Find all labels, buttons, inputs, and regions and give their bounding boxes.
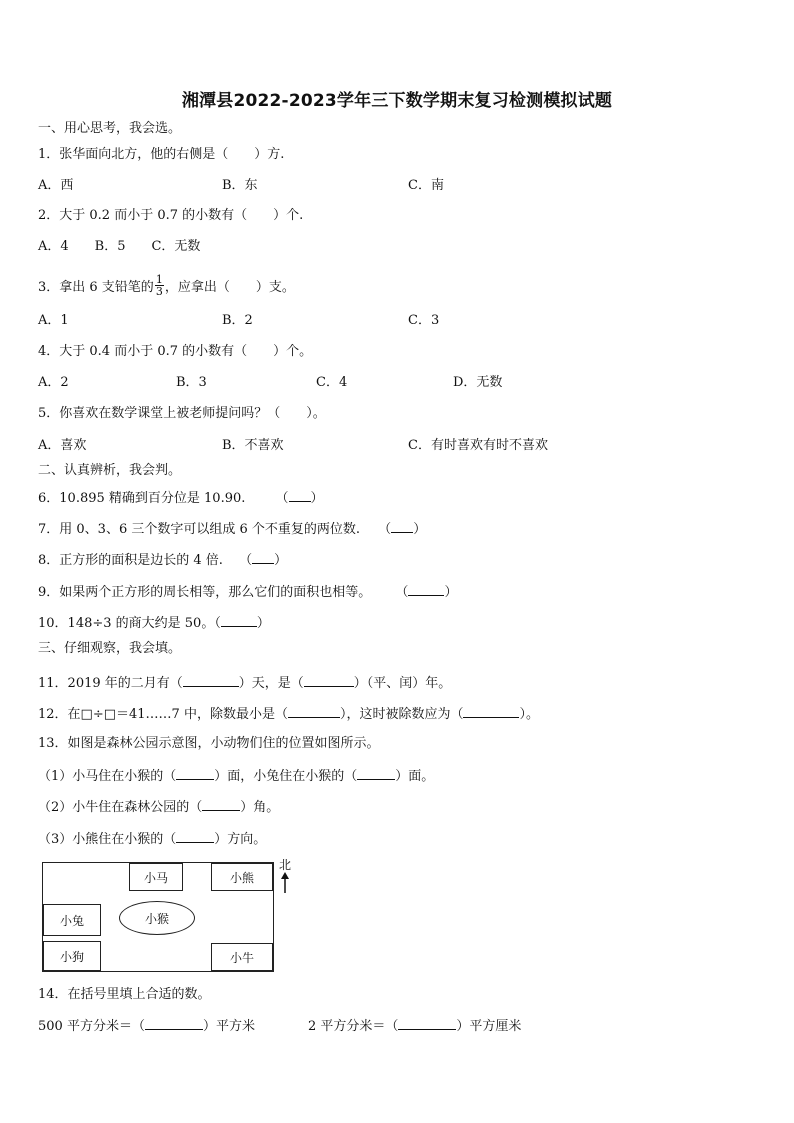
map-cell-monkey: 小猴: [119, 901, 195, 935]
q8-paren-right: ）: [274, 553, 288, 568]
q3-option-a: A．1: [38, 313, 69, 328]
q1-option-c: C．南: [408, 178, 444, 193]
q13-1-blank-rabbit[interactable]: [357, 767, 395, 780]
q13-2-text-post: ）角。: [240, 800, 280, 815]
q6-paren-left: （: [275, 491, 289, 506]
fraction-denominator: 3: [155, 285, 163, 298]
question-8: [38, 551, 287, 569]
q10-answer-blank[interactable]: [221, 614, 257, 627]
map-cell-cow: 小牛: [211, 943, 273, 971]
question-4: 4．大于 0.4 而小于 0.7 的小数有（ ）个。: [38, 344, 313, 359]
q9-text: 9．如果两个正方形的周长相等，那么它们的面积也相等。: [38, 585, 372, 600]
q8-text: 8．正方形的面积是边长的 4 倍.: [38, 553, 223, 568]
q3-text-pre: 3．拿出 6 支铅笔的: [38, 280, 154, 295]
q6-answer-blank[interactable]: [289, 489, 311, 502]
q5-option-b: B．不喜欢: [222, 438, 284, 453]
q14-1-text-post: ）平方米: [202, 1019, 255, 1034]
north-label: 北: [278, 858, 291, 872]
q13-2-text-pre: （2）小牛住在森林公园的（: [38, 800, 203, 815]
q10-text: 10．148÷3 的商大约是 50。: [38, 616, 215, 631]
q6-paren-right: ）: [310, 491, 324, 506]
q7-paren-right: ）: [413, 522, 427, 537]
q14-2-text-post: ）平方厘米: [456, 1019, 522, 1034]
q13-3-text-post: ）方向。: [214, 832, 267, 847]
q14-2-blank[interactable]: [398, 1017, 456, 1030]
q1-option-b: B．东: [222, 178, 258, 193]
q6-text: 6．10.895 精确到百分位是 10.90.: [38, 491, 246, 506]
q7-text: 7．用 0、3、6 三个数字可以组成 6 个不重复的两位数.: [38, 522, 361, 537]
question-10: [38, 614, 270, 632]
q14-part-2: [308, 1017, 521, 1035]
section-heading-1: 一、用心思考，我会选。: [38, 121, 182, 136]
q13-sub-1: [38, 767, 434, 785]
q14-1-text-pre: 500 平方分米＝（: [38, 1019, 145, 1034]
q13-sub-2: [38, 798, 279, 816]
question-5: 5．你喜欢在数学课堂上被老师提问吗？（ ）。: [38, 406, 326, 421]
q11-text-post: ）（平、闰）年。: [353, 676, 452, 691]
q11-blank-days[interactable]: [183, 674, 239, 687]
q4-option-c: C．4: [316, 375, 348, 390]
q13-sub-3: [38, 830, 266, 848]
q13-1-text-pre: （1）小马住在小猴的（: [38, 769, 177, 784]
q11-text-pre: 11．2019 年的二月有（: [38, 676, 183, 691]
q7-answer-blank[interactable]: [391, 520, 413, 533]
north-arrow-icon: [279, 872, 291, 894]
q13-2-blank-cow[interactable]: [202, 798, 240, 811]
q13-3-blank-bear[interactable]: [176, 830, 214, 843]
question-12: [38, 705, 539, 723]
question-14: 14．在括号里填上合适的数。: [38, 987, 211, 1002]
q3-text-post: ，应拿出（ ）支。: [164, 280, 295, 295]
map-cell-rabbit: 小兔: [43, 904, 101, 936]
map-cell-dog: 小狗: [43, 941, 101, 971]
q5-option-a: A．喜欢: [38, 438, 87, 453]
q14-2-text-pre: 2 平方分米＝（: [308, 1019, 399, 1034]
q13-1-blank-horse[interactable]: [176, 767, 214, 780]
q7-paren-left: （: [378, 522, 392, 537]
q3-option-c: C．3: [408, 313, 440, 328]
page-title: 湘潭县2022-2023学年三下数学期末复习检测模拟试题: [181, 91, 613, 111]
question-3: [38, 273, 295, 299]
q13-1-text-post: ）面。: [395, 769, 435, 784]
fraction-numerator: 1: [155, 273, 163, 286]
q12-text-mid: ），这时被除数应为（: [339, 707, 464, 722]
section-heading-2: 二、认真辨析，我会判。: [38, 463, 182, 478]
q8-answer-blank[interactable]: [252, 551, 274, 564]
map-cell-horse: 小马: [129, 863, 183, 891]
q10-paren-left: （: [214, 616, 221, 631]
q11-text-mid: ）天，是（: [238, 676, 304, 691]
q3-option-b: B．2: [222, 313, 253, 328]
q12-blank-dividend[interactable]: [463, 705, 519, 718]
q10-paren-right: ）: [256, 616, 270, 631]
q2-options: A．4 B．5 C．无数: [38, 239, 201, 254]
question-11: [38, 674, 451, 692]
q14-1-blank[interactable]: [145, 1017, 203, 1030]
question-9: [38, 583, 457, 601]
question-6: [38, 489, 324, 507]
question-2: 2．大于 0.2 而小于 0.7 的小数有（ ）个.: [38, 208, 304, 223]
q11-blank-year-type[interactable]: [304, 674, 354, 687]
q13-3-text-pre: （3）小熊住在小猴的（: [38, 832, 177, 847]
q12-text-post: ）。: [519, 707, 539, 722]
q9-answer-blank[interactable]: [408, 583, 444, 596]
q9-paren-left: （: [395, 585, 409, 600]
forest-park-map: [42, 862, 274, 972]
q5-option-c: C．有时喜欢有时不喜欢: [408, 438, 548, 453]
section-heading-3: 三、仔细观察，我会填。: [38, 641, 182, 656]
q14-part-1: [38, 1017, 255, 1035]
q13-1-text-mid: ）面，小兔住在小猴的（: [214, 769, 358, 784]
question-7: [38, 520, 426, 538]
question-1: 1．张华面向北方，他的右侧是（ ）方.: [38, 147, 285, 162]
q1-option-a: A．西: [38, 178, 74, 193]
fraction-one-third: [155, 274, 164, 297]
q12-blank-divisor[interactable]: [288, 705, 340, 718]
q4-option-a: A．2: [38, 375, 69, 390]
q12-text-pre: 12．在□÷□＝41……7 中，除数最小是（: [38, 707, 288, 722]
q4-option-d: D．无数: [453, 375, 503, 390]
q8-paren-left: （: [239, 553, 253, 568]
q4-option-b: B．3: [176, 375, 207, 390]
question-13: 13．如图是森林公园示意图，小动物们住的位置如图所示。: [38, 736, 380, 751]
map-cell-bear: 小熊: [211, 863, 273, 891]
q9-paren-right: ）: [444, 585, 458, 600]
